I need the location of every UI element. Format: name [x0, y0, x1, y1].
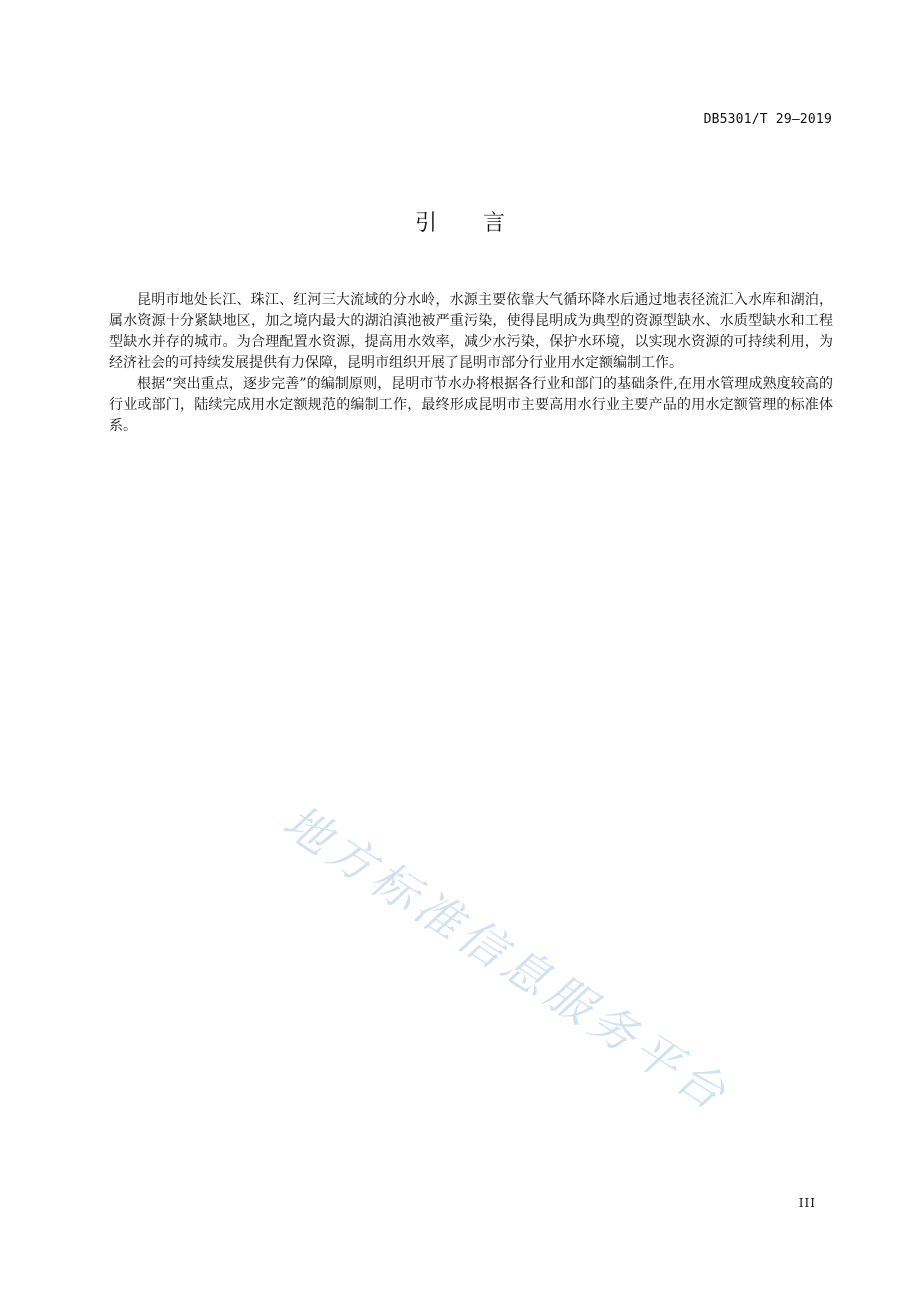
page-number: III [798, 1196, 816, 1210]
paragraph: 昆明市地处长江、珠江、红河三大流域的分水岭，水源主要依靠大气循环降水后通过地表径流汇入水库和湖泊，属水资源十分紧缺地区，加之境内最大的湖泊滇池被严重污染，使得昆明成为典型的资源型缺水、水质型缺水和工程型缺水并存的城市。为合理配置水资源，提高用水效率，减少水污染，保护水环境，以实现水资源的可持续利用，为经济社会的可持续发展提供有力保障，昆明市组织开展了昆明市部分行业用水定额编制工作。 [109, 292, 833, 371]
introduction-body [109, 290, 833, 437]
watermark: 地方标准信息服务平台 [273, 794, 740, 1123]
page-title: 引言 [414, 211, 551, 236]
paragraph: 根据“突出重点，逐步完善”的编制原则，昆明市节水办将根据各行业和部门的基础条件,在用水管理成熟度较高的行业或部门，陆续完成用水定额规范的编制工作，最终形成昆明市主要高用水行业主要产品的用水定额管理的标准体系。 [109, 376, 833, 434]
standard-code: DB5301/T 29—2019 [703, 112, 832, 127]
